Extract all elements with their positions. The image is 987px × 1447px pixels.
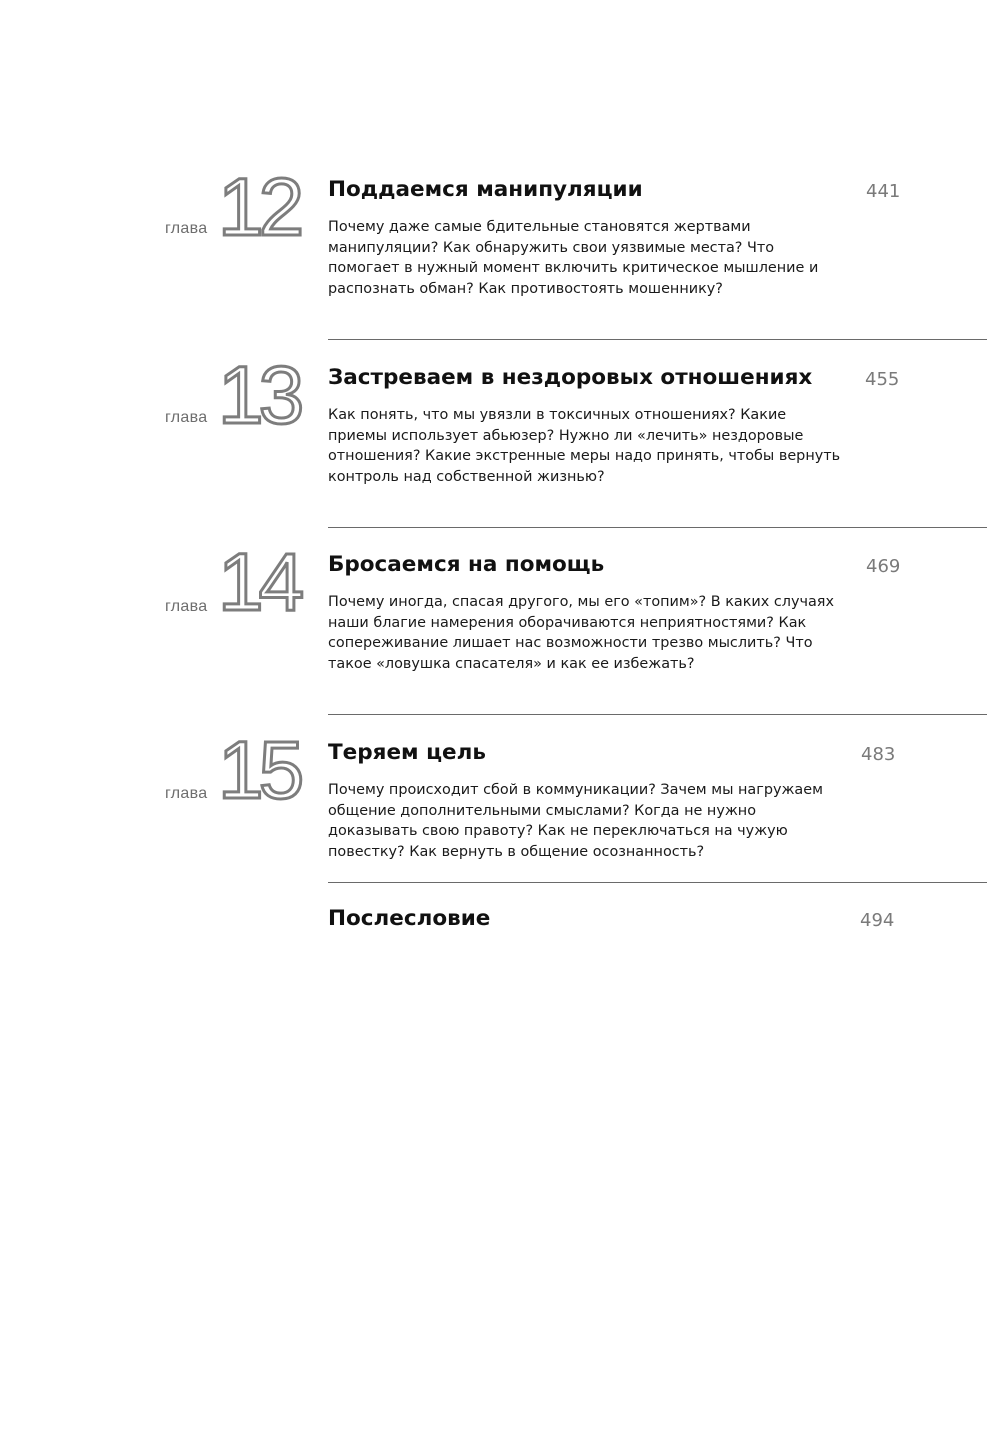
chapter-description: Почему происходит сбой в коммуникации? Зачем мы нагружаем общение дополнительными смыслами? Когда не нужно доказывать свою правоту? Как не переключаться на чужую повестку? Как вернуть в общение осознанность?: [328, 782, 823, 861]
chapter-title[interactable]: Поддаемся манипуляции: [328, 177, 643, 202]
chapter-description: Почему даже самые бдительные становятся жертвами манипуляции? Как обнаружить свои уязвимые места? Что помогает в нужный момент включить критическое мышление и распознать обман? Как противостоять мошеннику?: [328, 219, 819, 298]
chapter-number: 15: [218, 725, 300, 816]
chapter-title[interactable]: Бросаемся на помощь: [328, 552, 605, 577]
chapter-description: Почему иногда, спасая другого, мы его «топим»? В каких случаях наши благие намерения оборачиваются неприятностями? Как сопереживание лишает нас возможности трезво мыслить? Что такое «ловушка спасателя» и как ее избежать?: [328, 594, 834, 673]
divider: [328, 527, 987, 528]
page-number[interactable]: 469: [866, 556, 901, 577]
page-number[interactable]: 441: [866, 181, 901, 202]
chapter-number: 13: [218, 350, 300, 441]
chapter-label: глава: [165, 220, 208, 237]
chapter-label: глава: [165, 598, 208, 615]
chapter-title[interactable]: Теряем цель: [328, 740, 486, 765]
divider: [328, 339, 987, 340]
chapter-label: глава: [165, 785, 208, 802]
divider: [328, 714, 987, 715]
chapter-label: глава: [165, 409, 208, 426]
afterword-title[interactable]: Послесловие: [328, 906, 491, 931]
chapter-number: 14: [218, 537, 300, 628]
chapter-description: Как понять, что мы увязли в токсичных отношениях? Какие приемы использует абьюзер? Нужно ли «лечить» нездоровые отношения? Какие экстренные меры надо принять, чтобы вернуть контроль над собственной жизнью?: [328, 407, 841, 486]
page-number[interactable]: 494: [860, 910, 895, 931]
divider: [328, 882, 987, 883]
chapter-number: 12: [218, 162, 300, 253]
page-number[interactable]: 455: [865, 369, 900, 390]
page-number[interactable]: 483: [861, 744, 896, 765]
chapter-title[interactable]: Застреваем в нездоровых отношениях: [328, 365, 813, 390]
